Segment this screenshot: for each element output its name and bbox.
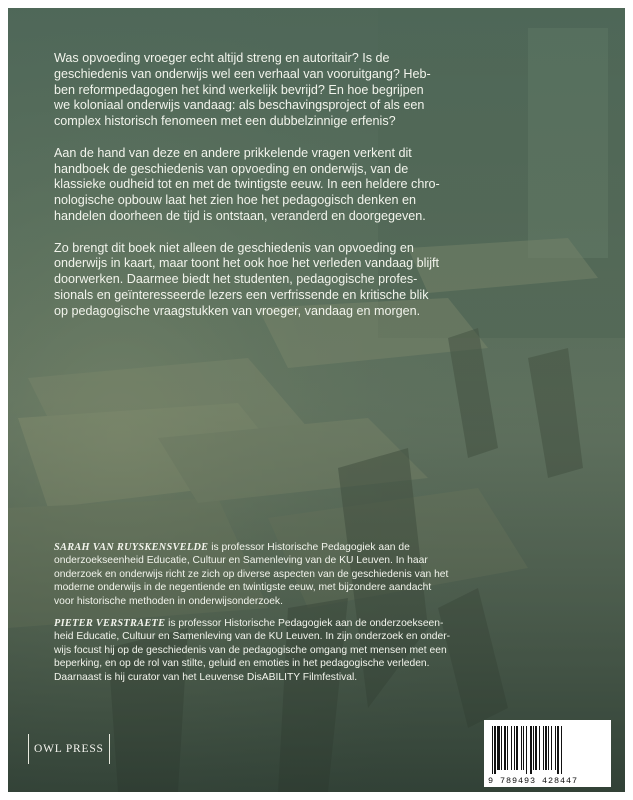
text-line: onderzoek en onderwijs richt ze zich op diverse aspecten van de geschiedenis van het: [54, 568, 449, 580]
blurb-paragraph-2: [54, 146, 574, 225]
text-line: Daarnaast is hij curator van het Leuvense DisABILITY Filmfestival.: [54, 671, 358, 683]
book-back-cover: [8, 8, 625, 792]
author-name: PIETER VERSTRAETE: [54, 618, 166, 629]
barcode-bar: [494, 726, 496, 774]
text-line: voor historische methoden in onderwijsonderzoek.: [54, 595, 283, 607]
text-line: is professor Historische Pedagogiek aan de: [208, 542, 410, 553]
text-line: doorwerken. Daarmee biedt het studenten, pedagogische profes-: [54, 272, 418, 287]
barcode: [484, 720, 611, 787]
blurb: [54, 51, 574, 335]
text-line: handelen doorheen de tijd is ontstaan, veranderd en doorgegeven.: [54, 208, 426, 223]
text-line: is professor Historische Pedagogiek aan de onderzoekseen-: [165, 618, 444, 629]
text-line: op pedagogische vraagstukken van vroeger, vandaag en morgen.: [54, 303, 421, 318]
isbn-digits: 9 789493 428447: [488, 776, 579, 786]
author-bio-1: [54, 541, 590, 608]
barcode-bar: [526, 726, 527, 774]
barcode-bar: [511, 726, 512, 770]
text-line: heid Educatie, Cultuur en Samenleving van de KU Leuven. In zijn onderzoek en onder-: [54, 631, 451, 643]
blurb-paragraph-1: [54, 51, 574, 130]
text-line: onderwijs in kaart, maar toont het ook hoe het verleden vandaag blijft: [54, 256, 440, 271]
barcode-bar: [492, 726, 493, 774]
blurb-paragraph-3: [54, 241, 574, 320]
barcode-bar: [507, 726, 508, 770]
text-line: Zo brengt dit boek niet alleen de geschiedenis van opvoeding en: [54, 240, 414, 255]
text-line: handboek de geschiedenis van opvoeding en onderwijs, van de: [54, 161, 409, 176]
owl-press-logo: [28, 734, 110, 764]
text-line: onderzoekseenheid Educatie, Cultuur en Samenleving van de KU Leuven. In haar: [54, 555, 428, 567]
barcode-bar: [543, 726, 544, 770]
author-name: SARAH VAN RUYSKENSVELDE: [54, 542, 209, 553]
barcode-bar: [561, 726, 562, 774]
barcode-bar: [497, 726, 500, 770]
text-line: Aan de hand van deze en andere prikkelende vragen verkent dit: [54, 145, 412, 160]
author-bio-2: [54, 617, 590, 684]
text-line: geschiedenis van onderwijs wel een verhaal van vooruitgang? Heb-: [54, 66, 431, 81]
barcode-bar: [533, 726, 534, 770]
barcode-bar: [535, 726, 537, 770]
barcode-bar: [530, 726, 532, 774]
barcode-bar: [545, 726, 547, 770]
barcode-bar: [514, 726, 515, 770]
barcode-bar: [516, 726, 518, 770]
barcode-bar: [504, 726, 506, 770]
text-line: ben reformpedagogen het kind werkelijk bevrijd? En hoe begrijpen: [54, 82, 424, 97]
barcode-bar: [551, 726, 552, 770]
text-line: complex historisch fenomeen met een dubbelzinnige erfenis?: [54, 114, 396, 129]
barcode-bar: [501, 726, 502, 770]
barcode-bar: [557, 726, 559, 774]
barcode-bar: [539, 726, 540, 770]
barcode-bar: [523, 726, 524, 770]
text-line: Was opvoeding vroeger echt altijd streng en autoritair? Is de: [54, 51, 390, 65]
text-line: moderne onderwijs in de negentiende en twintigste eeuw, met bijzondere aandacht: [54, 582, 432, 594]
barcode-icon: [490, 726, 604, 774]
text-line: we koloniaal onderwijs vandaag: als beschavingsproject of als een: [54, 98, 425, 113]
barcode-bar: [555, 726, 556, 770]
barcode-bar: [548, 726, 549, 770]
barcode-bar: [521, 726, 522, 770]
text-line: nologische opbouw laat het zien hoe het pedagogisch denken en: [54, 193, 417, 208]
text-line: beperking, en op de rol van stilte, geluid en emoties in het pedagogische verleden.: [54, 658, 430, 670]
text-line: klassieke oudheid tot en met de twintigste eeuw. In een heldere chro-: [54, 177, 440, 192]
text-line: sionals en geïnteresseerde lezers een verfrissende en kritische blik: [54, 287, 429, 302]
publisher-name: OWL PRESS: [34, 743, 104, 755]
text-line: wijs focust hij op de geschiedenis van de pedagogische omgang met mensen met een: [54, 644, 447, 656]
